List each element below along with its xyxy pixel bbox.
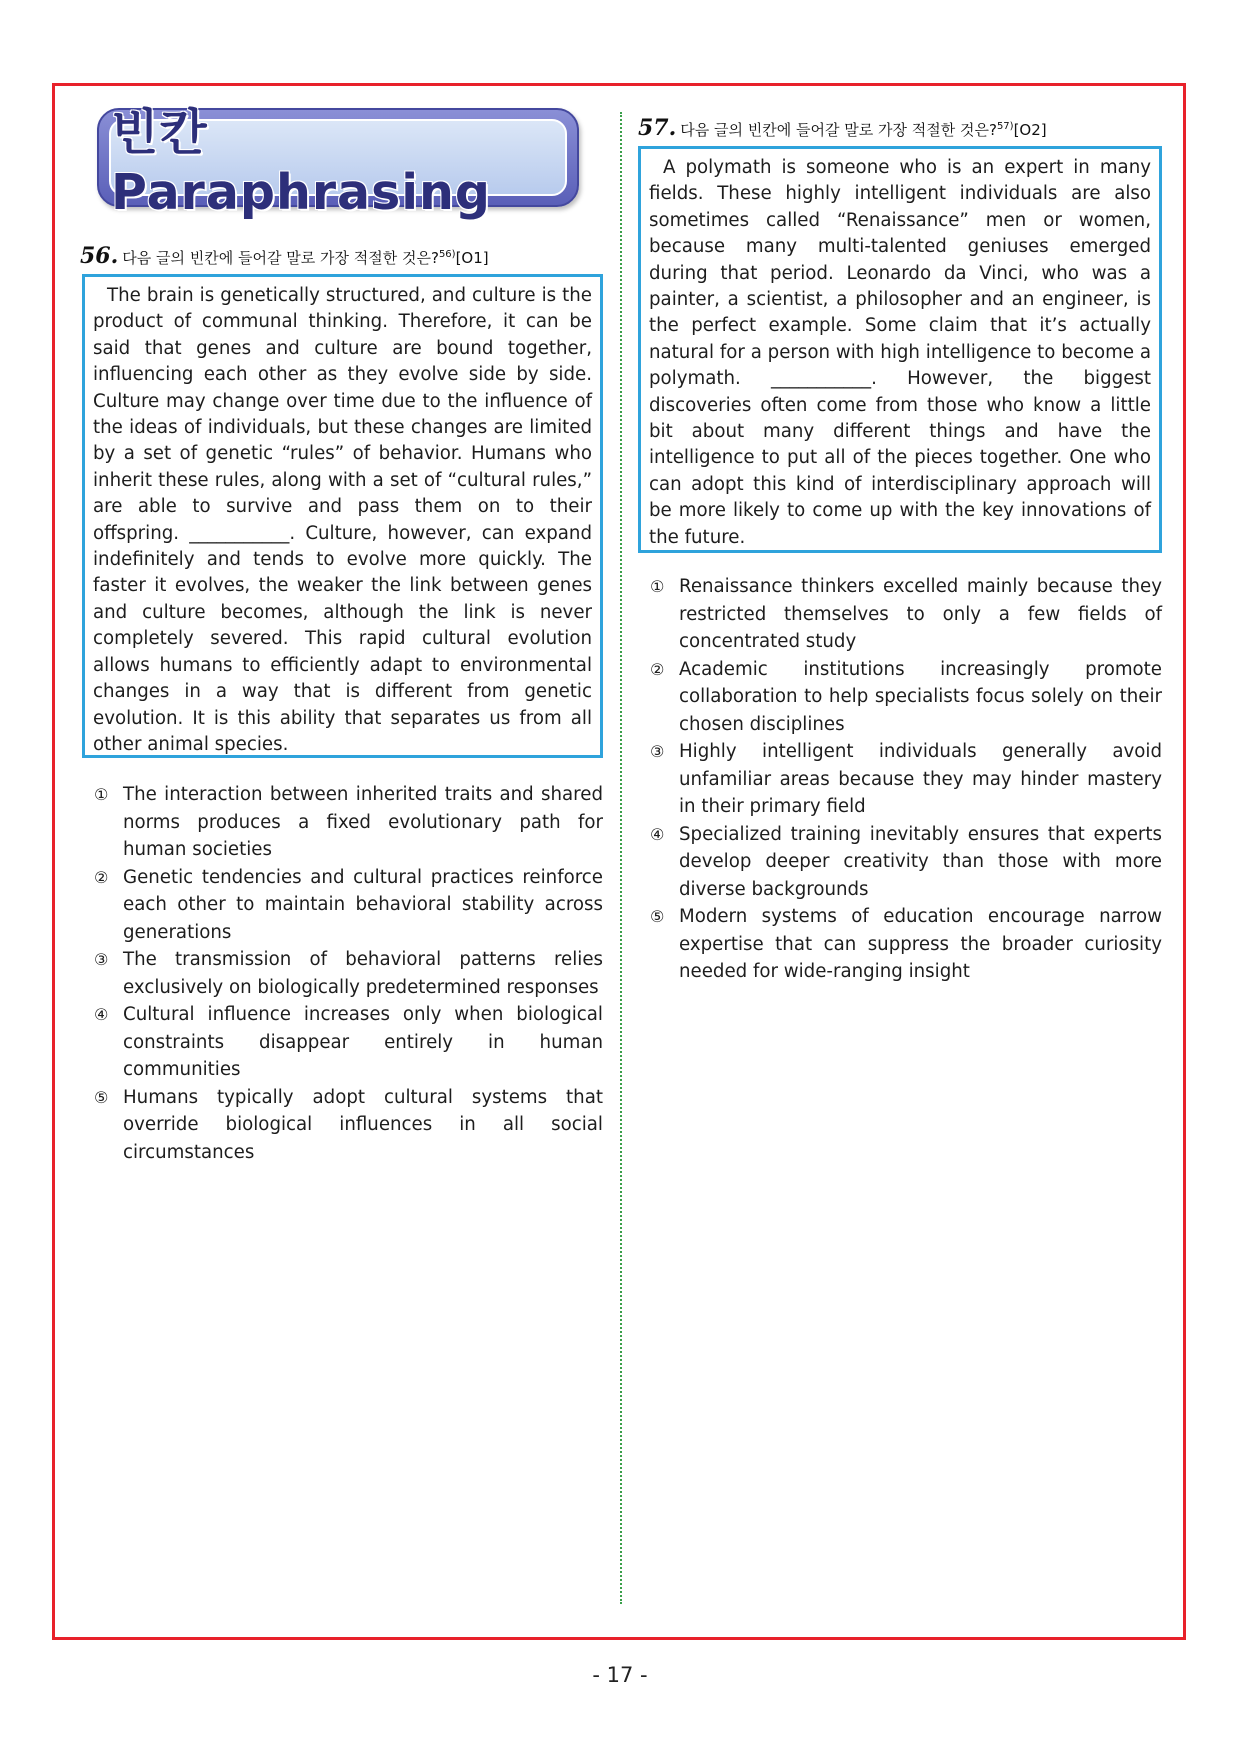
option-text: Genetic tendencies and cultural practices reinforce each other to maintain behavioral stability across generations <box>123 866 603 943</box>
question-56-passage: The brain is genetically structured, and culture is the product of communal thinking. Therefore, it can be said that genes and culture are bound together, influencing each other as they evolve side by side. Culture may change over time due to the influence of the ideas of individuals, but these changes are limited by a set of genetic “rules” of behavior. Humans who inherit these rules, along with a set of “cultural rules,” are able to survive and pass them on to their offspring. ___________. Culture, however, can expand indefinitely and tends to evolve more quickly. The faster it evolves, the weaker the link between genes and culture becomes, although the link is never completely severed. This rapid cultural evolution allows humans to efficiently adapt to environmental changes in a way that is different from genetic evolution. It is this ability that separates us from all other animal species. <box>93 285 592 755</box>
section-title: 빈칸 Paraphrasing <box>111 104 492 221</box>
question-57-option-5[interactable] <box>650 903 1162 986</box>
question-56-prompt: 다음 글의 빈칸에 들어갈 말로 가장 적절한 것은? <box>122 249 439 267</box>
option-marker: ③ <box>650 742 665 761</box>
option-marker: ⑤ <box>94 1087 109 1107</box>
question-57-code: [O2] <box>1013 121 1047 139</box>
question-56-options <box>94 781 603 1166</box>
question-56-option-5[interactable] <box>94 1084 603 1167</box>
page-number: - 17 - <box>592 1663 648 1687</box>
option-marker: ④ <box>94 1005 109 1024</box>
question-57-ref: 57) <box>996 121 1014 132</box>
option-marker: ① <box>650 577 665 596</box>
question-56-passage-box <box>82 274 603 758</box>
question-57-option-3[interactable] <box>650 738 1162 821</box>
question-57-options <box>650 573 1162 986</box>
option-marker: ② <box>94 867 109 887</box>
column-divider <box>620 112 622 1604</box>
question-56-option-3[interactable] <box>94 946 603 1001</box>
option-text: Modern systems of education encourage narrow expertise that can suppress the broader curiosity needed for wide-ranging insight <box>679 906 1162 982</box>
question-57-option-1[interactable] <box>650 573 1162 656</box>
option-text: The transmission of behavioral patterns relies exclusively on biologically predetermined responses <box>123 949 603 998</box>
question-56-code: [O1] <box>455 249 489 267</box>
option-text: The interaction between inherited traits and shared norms produces a fixed evolutionary path for human societies <box>123 784 603 860</box>
option-text: Humans typically adopt cultural systems that override biological influences in all social circumstances <box>123 1086 603 1163</box>
section-banner-inner <box>109 104 567 221</box>
option-marker: ② <box>650 659 665 679</box>
option-marker: ③ <box>94 950 109 969</box>
question-56-option-4[interactable] <box>94 1001 603 1084</box>
section-banner <box>97 104 579 221</box>
option-marker: ① <box>94 785 109 804</box>
option-marker: ④ <box>650 824 665 844</box>
option-text: Highly intelligent individuals generally avoid unfamiliar areas because they may hinder mastery in their primary field <box>679 741 1162 817</box>
option-text: Academic institutions increasingly promote collaboration to help specialists focus solely on their chosen disciplines <box>679 658 1162 735</box>
option-marker: ⑤ <box>650 907 665 926</box>
question-57-option-2[interactable] <box>650 656 1162 739</box>
question-56-ref: 56) <box>438 249 456 260</box>
question-56-number: 56. <box>80 243 119 269</box>
question-56-option-1[interactable] <box>94 781 603 864</box>
question-57-prompt: 다음 글의 빈칸에 들어갈 말로 가장 적절한 것은? <box>680 121 997 139</box>
option-text: Specialized training inevitably ensures that experts develop deeper creativity than those with more diverse backgrounds <box>679 823 1162 900</box>
question-57-number: 57. <box>638 115 677 141</box>
question-57-passage: A polymath is someone who is an expert in many fields. These highly intelligent individuals are also sometimes called “Renaissance” men or women, because many multi-talented geniuses emerged during that period. Leonardo da Vinci, who was a painter, a scientist, a philosopher and an engineer, is the perfect example. Some claim that it’s actually natural for a person with high intelligence to become a polymath. ___________. However, the biggest discoveries often come from those who know a little bit about many different things and have the intelligence to put all of the pieces together. One who can adopt this kind of interdisciplinary approach will be more likely to come up with the key innovations of the future. <box>649 157 1151 548</box>
question-57-heading <box>638 115 1047 141</box>
question-56-option-2[interactable] <box>94 864 603 947</box>
option-text: Cultural influence increases only when biological constraints disappear entirely in human communities <box>123 1004 603 1080</box>
option-text: Renaissance thinkers excelled mainly because they restricted themselves to only a few fields of concentrated study <box>679 576 1162 652</box>
question-56-heading <box>80 243 489 269</box>
question-57-passage-box <box>638 146 1162 553</box>
question-57-option-4[interactable] <box>650 821 1162 904</box>
